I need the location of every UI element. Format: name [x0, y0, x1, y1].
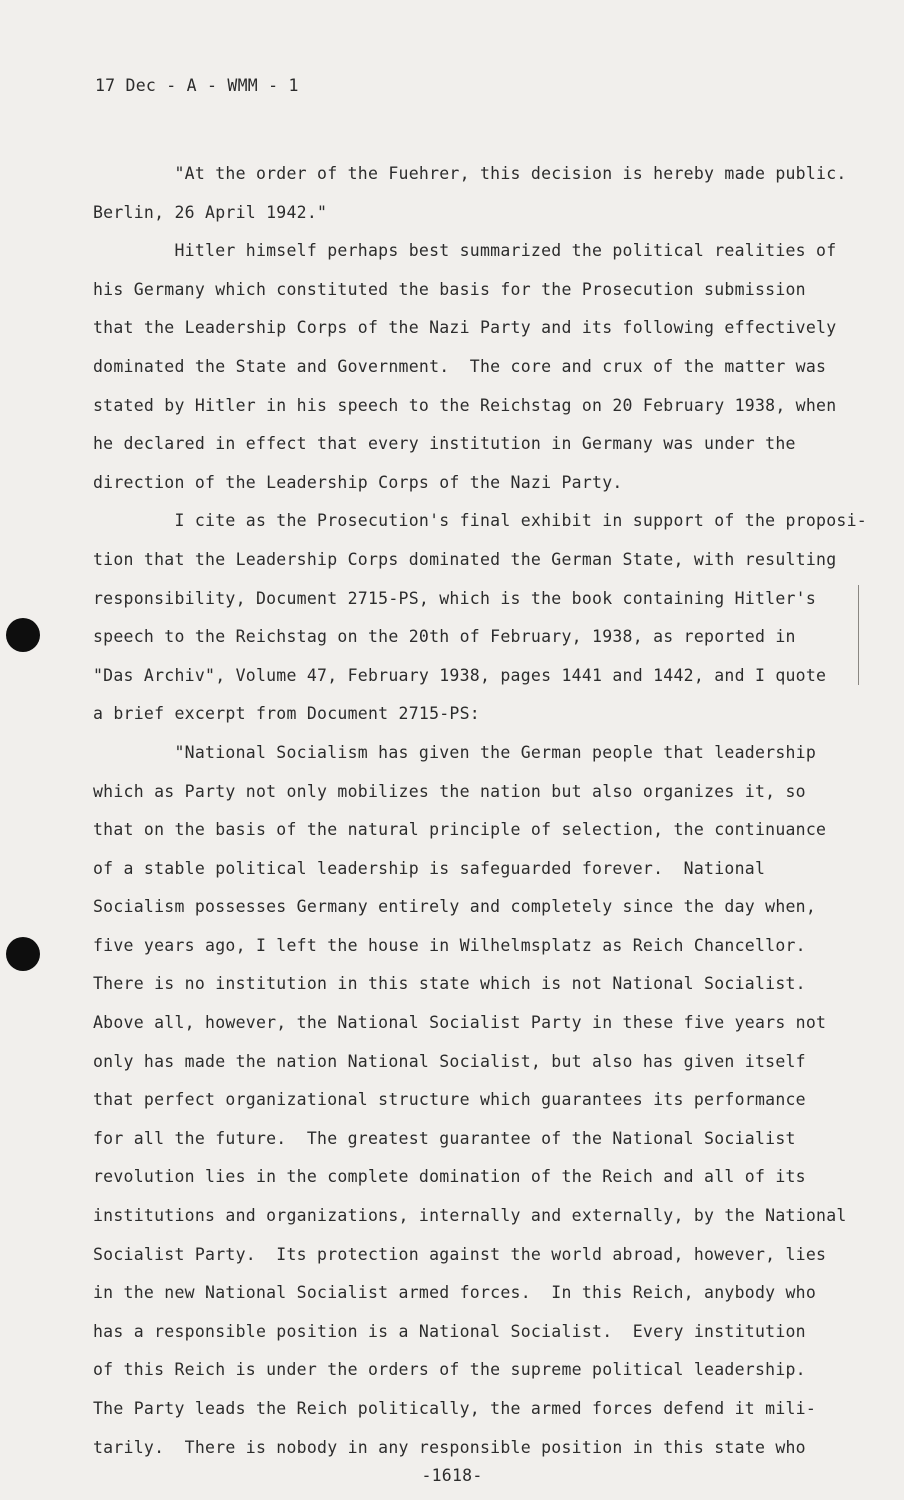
- text-line: tarily. There is nobody in any responsible position in this state who: [93, 1437, 806, 1457]
- text-line: Berlin, 26 April 1942.": [93, 202, 328, 222]
- text-line: Above all, however, the National Socialist Party in these five years not: [93, 1013, 827, 1033]
- text-line: tion that the Leadership Corps dominated the German State, with resulting: [93, 549, 837, 569]
- document-body: [93, 155, 867, 1467]
- text-line: only has made the nation National Socialist, but also has given itself: [93, 1051, 806, 1071]
- text-line: "At the order of the Fuehrer, this decision is hereby made public.: [93, 164, 847, 183]
- text-line: dominated the State and Government. The core and crux of the matter was: [93, 356, 827, 376]
- text-line: of this Reich is under the orders of the supreme political leadership.: [93, 1360, 806, 1380]
- text-line: stated by Hitler in his speech to the Reichstag on 20 February 1938, when: [93, 395, 837, 415]
- text-line: I cite as the Prosecution's final exhibit in support of the proposi-: [93, 511, 867, 531]
- text-line: his Germany which constituted the basis for the Prosecution submission: [93, 279, 806, 299]
- margin-mark: [858, 585, 859, 685]
- text-line: of a stable political leadership is safeguarded forever. National: [93, 858, 766, 878]
- punch-hole-top: [6, 618, 40, 652]
- text-line: in the new National Socialist armed forces. In this Reich, anybody who: [93, 1283, 817, 1303]
- text-line: "Das Archiv", Volume 47, February 1938, pages 1441 and 1442, and I quote: [93, 665, 827, 685]
- text-line: for all the future. The greatest guarantee of the National Socialist: [93, 1128, 796, 1148]
- text-line: "National Socialism has given the German people that leadership: [93, 742, 817, 762]
- text-line: Hitler himself perhaps best summarized the political realities of: [93, 241, 837, 261]
- text-line: There is no institution in this state which is not National Socialist.: [93, 974, 806, 994]
- text-line: Socialist Party. Its protection against the world abroad, however, lies: [93, 1244, 827, 1264]
- text-line: which as Party not only mobilizes the nation but also organizes it, so: [93, 781, 806, 801]
- text-line: that on the basis of the natural principle of selection, the continuance: [93, 820, 827, 840]
- text-line: that perfect organizational structure which guarantees its performance: [93, 1090, 806, 1110]
- text-line: revolution lies in the complete domination of the Reich and all of its: [93, 1167, 806, 1187]
- text-line: responsibility, Document 2715-PS, which is the book containing Hitler's: [93, 588, 817, 608]
- text-line: five years ago, I left the house in Wilhelmsplatz as Reich Chancellor.: [93, 935, 806, 955]
- text-line: institutions and organizations, internally and externally, by the National: [93, 1206, 847, 1226]
- text-line: has a responsible position is a National Socialist. Every institution: [93, 1321, 806, 1341]
- text-line: that the Leadership Corps of the Nazi Party and its following effectively: [93, 318, 837, 338]
- text-line: a brief excerpt from Document 2715-PS:: [93, 704, 480, 724]
- document-header-ref: 17 Dec - A - WMM - 1: [95, 76, 299, 95]
- text-line: The Party leads the Reich politically, the armed forces defend it mili-: [93, 1399, 817, 1418]
- punch-hole-bottom: [6, 937, 40, 971]
- text-line: Socialism possesses Germany entirely and completely since the day when,: [93, 897, 817, 917]
- text-line: he declared in effect that every institution in Germany was under the: [93, 434, 796, 454]
- text-line: direction of the Leadership Corps of the Nazi Party.: [93, 472, 623, 492]
- page-number: -1618-: [421, 1466, 483, 1485]
- text-line: speech to the Reichstag on the 20th of February, 1938, as reported in: [93, 627, 796, 647]
